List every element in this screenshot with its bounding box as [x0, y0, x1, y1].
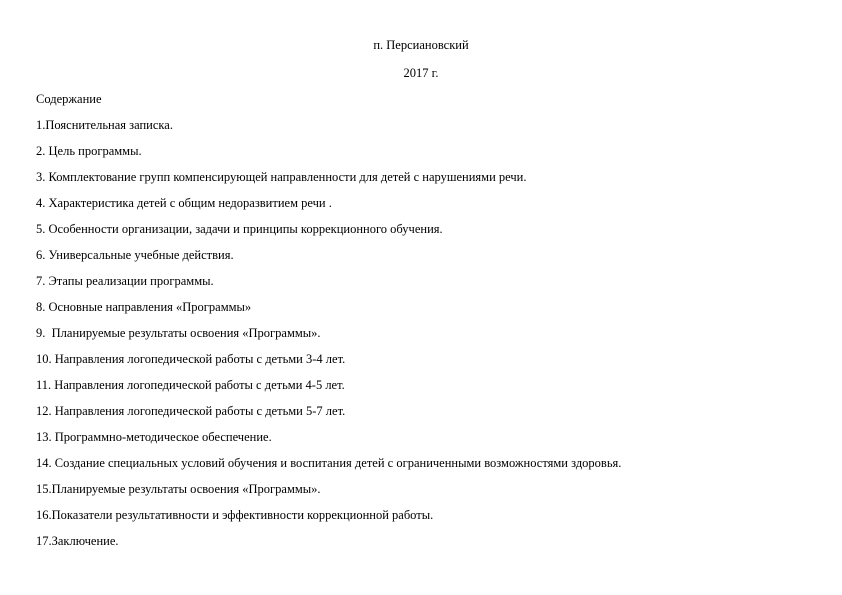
toc-item: 14. Создание специальных условий обучения и воспитания детей с ограниченными возможностями здоровья. — [36, 456, 622, 470]
toc-item: 8. Основные направления «Программы» — [36, 300, 252, 314]
toc-item: 7. Этапы реализации программы. — [36, 274, 214, 288]
toc-item: 13. Программно-методическое обеспечение. — [36, 430, 272, 444]
toc-heading: Содержание — [36, 92, 102, 106]
toc-item: 6. Универсальные учебные действия. — [36, 248, 234, 262]
toc-item: 11. Направления логопедической работы с детьми 4-5 лет. — [36, 378, 345, 392]
toc-item: 4. Характеристика детей с общим недоразвитием речи . — [36, 196, 332, 210]
toc-item: 3. Комплектование групп компенсирующей направленности для детей с нарушениями речи. — [36, 170, 527, 184]
toc-item: 15.Планируемые результаты освоения «Программы». — [36, 482, 321, 496]
year: 2017 г. — [403, 66, 439, 80]
toc-item: 10. Направления логопедической работы с детьми 3-4 лет. — [36, 352, 346, 366]
toc-item: 5. Особенности организации, задачи и принципы коррекционного обучения. — [36, 222, 443, 236]
toc-item: 9. Планируемые результаты освоения «Программы». — [36, 326, 321, 340]
place-name: п. Персиановский — [373, 38, 469, 52]
toc-item: 1.Пояснительная записка. — [36, 118, 173, 132]
toc-item: 17.Заключение. — [36, 534, 119, 548]
toc-item: 12. Направления логопедической работы с детьми 5-7 лет. — [36, 404, 346, 418]
toc-item: 16.Показатели результативности и эффективности коррекционной работы. — [36, 508, 434, 522]
toc-item: 2. Цель программы. — [36, 144, 142, 158]
